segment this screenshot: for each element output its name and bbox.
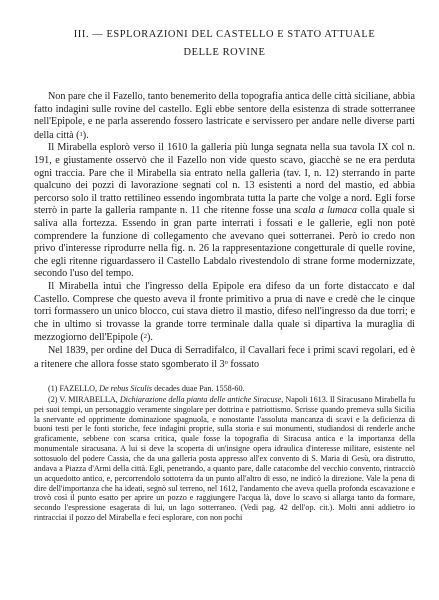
ordinal-superscript: o	[224, 359, 228, 367]
paragraph-text: Il Mirabella esplorò verso il 1610 la galleria più lunga segnata nella sua tavola IX col n. 191, e giustamente osservò che il Fazello non vide questo scavo, giacchè se ne era perduta ogni traccia. Pare che il Mirabella sia entrato nella galleria (tav. I, n. 12) sterrando in parte qualcuno dei pozzi di lavorazione segnati col n. 13 esistenti a nord del mastio, ed abbia percorso solo il tratto rettilineo essendo ingombrata tutta la parte che volge a nord. Egli forse sterrò in parte la galleria rampante n. 11 che ritenne fosse una	[34, 142, 415, 217]
footnote-work-title: De rebus Siculis	[99, 384, 153, 394]
chapter-title	[34, 26, 415, 62]
chapter-title-line-2: DELLE ROVINE	[183, 47, 266, 58]
footnote-ref: 1	[79, 130, 83, 138]
footnote-author: V. MIRABELLA,	[59, 394, 118, 404]
chapter-title-line-1: III. — ESPLORAZIONI DEL CASTELLO E STATO ATTUALE	[73, 29, 376, 40]
footnote-1	[34, 384, 415, 394]
paragraph-1	[34, 91, 415, 142]
paragraph-text: Il Mirabella intuì che l'ingresso della Epipole era difeso da un forte distaccato e dal Castello. Comprese che questo aveva il fronte primitivo a prua di nave e credè che le cinque torri formassero un unico blocco, cui stava dietro il mastio, difeso nell'ingresso da due torri; e che in ultimo si trovasse la grande torre terminale dalla quale si dipartiva la muraglia di mezzogiorno dell'Epipole (	[34, 280, 415, 344]
footnote-text: decades duae Pan. 1558-60.	[152, 384, 245, 394]
paragraph-text: Non pare che il Fazello, tanto benemerito della topografia antica delle città siciliane, abbia fatto indagini sulle rovine del castello. Egli ebbe sentore della esistenza di strade sotterranee nell'Epipole, e ne parla asserendo fossero lastricate e servissero per andare nelle diverse parti della città (	[34, 91, 415, 141]
paragraph-text: fossato	[227, 359, 260, 371]
paragraph-text: ).	[147, 332, 153, 344]
footnote-2	[34, 395, 415, 523]
footnote-ref: 2	[143, 333, 148, 341]
paragraph-text: ).	[82, 129, 89, 141]
footnotes	[34, 384, 415, 523]
footnote-author: FAZELLO,	[59, 384, 98, 394]
paragraph-text: Nel 1839, per ordine del Duca di Serradifalco, il Cavallari fece i primi scavi regolari, ed è a ritenere che allora fosse stato sgomberato il 3	[34, 344, 415, 371]
paragraph-4	[34, 345, 415, 372]
footnote-text: , Napoli 1613. Il Siracusano Mirabella fu pei suoi tempi, un personaggio veramente singolare per dottrina e patriottismo. Scrisse quando premeva sulla Sicilia la snervante ed opprimente dominazione spagnuola, e nonostante l'assoluta mancanza di scavi e la deficienza di buoni testi per le fonti storiche, fece indagini proprie, sulla storia e sui monumenti, studiandosi di renderle anche graficamente, sebbene con scarsa critica, quale fosse la topografia di Siracusa antica e la importanza della monumentale siracusana. A lui si deve la scoperta di un'insigne opera idraulica d'interesse militare, esistente nel sottosuolo del podere Cassia, che da una galleria posta appresso all'ex convento di S. Maria di Gesù, ora distrutto, andava a Piazza d'Armi della città. Egli, penetrando, a quanto pare, dalle catacombe del vecchio convento, rintracciò un acquedotto antico, e, percorrendolo sottoterra da un punto all'altro di esso, ne indicò la direzione. Vale la pena di dire dell'importanza che ha ideati, segnò sul terreno, nel 1612, l'andamento che aveva quella profonda escavazione e trovò così il punto esatto per aprire un pozzo e raggiungere l'acqua là, dove lo scavo si allarga tanto da formare, secondo l'espressione esagerata di lui, un lago sotterraneo. (Vedi pag. 42 dell'op. cit.). Molti anni addietro io rintracciai il pozzo del Mirabella e feci esplorare, con non pochi	[34, 394, 416, 523]
paragraph-text: colla quale si saliva alla fortezza. Essendo in gran parte interrati i fossati e le gallerie, egli non potè comprendere la funzione di collegamento che avevano quei sotterranei. Però io credo non privo d'interesse riprodurre nella fig. n. 26 la rappresentazione congetturale di quelle rovine, che egli ritenne riguardassero il Castello Labdalo rivestendolo di strane forme modernizzate, secondo l'uso del tempo.	[34, 205, 415, 280]
main-text	[34, 91, 415, 372]
paragraph-2	[34, 142, 415, 281]
footnote-work-title: Dichiarazione della pianta delle antiche Siracuse	[119, 394, 282, 404]
paragraph-3	[34, 281, 415, 345]
italic-phrase: scala a lumaca	[294, 205, 357, 217]
footnote-number: (1)	[48, 384, 58, 394]
footnote-number: (2)	[48, 394, 58, 404]
